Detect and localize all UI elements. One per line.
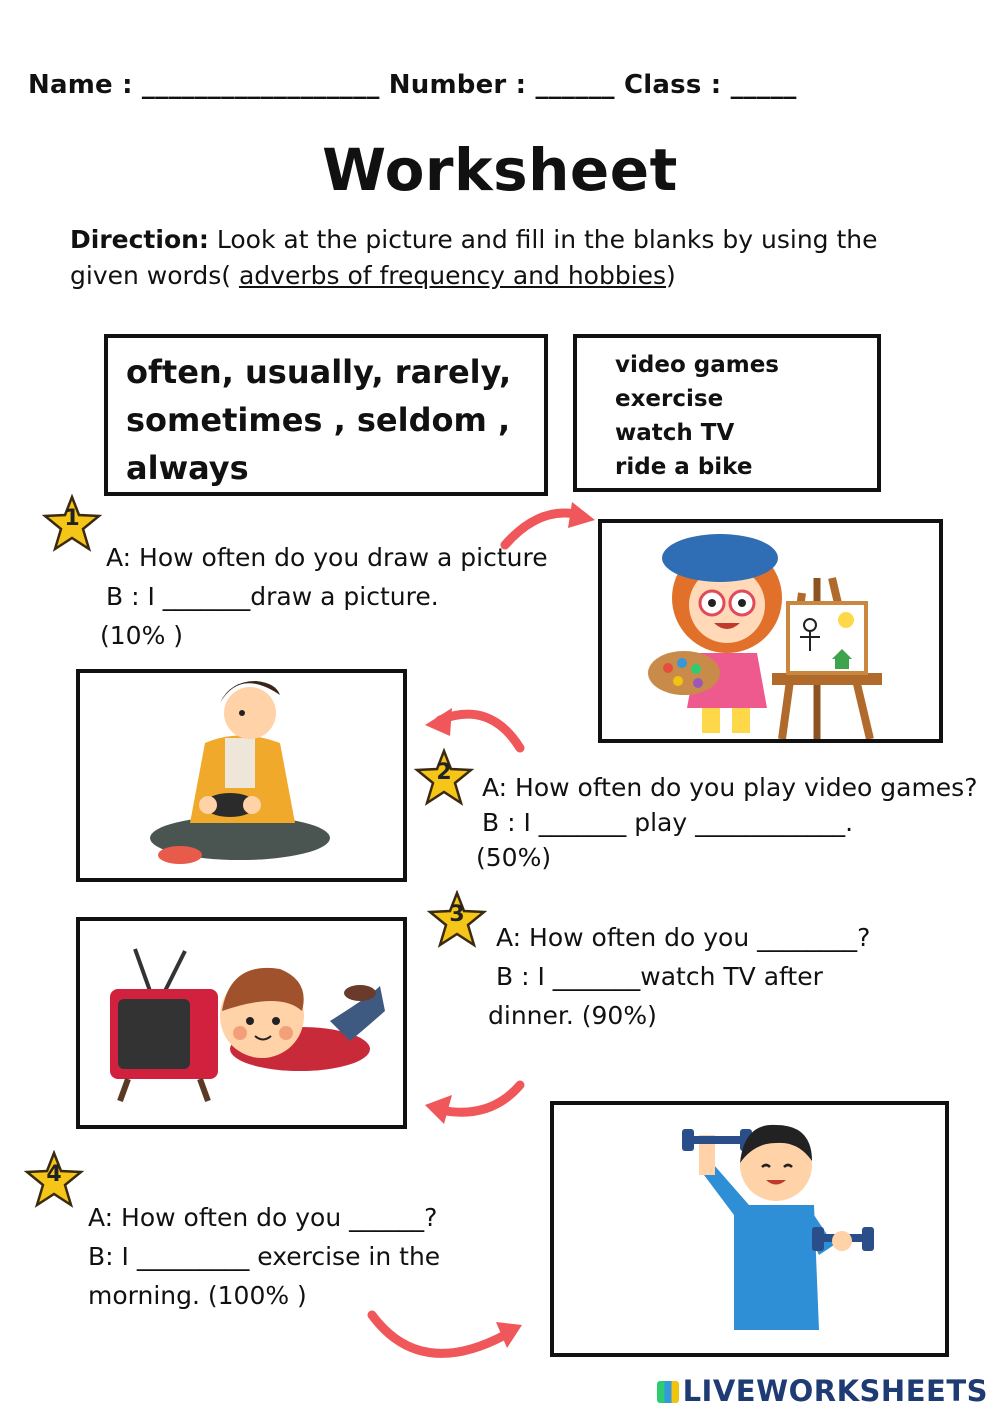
question-2-star (414, 748, 474, 808)
adverb-line-3: always (126, 449, 249, 487)
hobby-item: ride a bike (615, 454, 753, 480)
question-number: 4 (46, 1162, 62, 1187)
question-4 (88, 1198, 440, 1315)
hobby-item: video games (615, 352, 779, 378)
hobby-item: exercise (615, 386, 724, 412)
question-number: 1 (64, 506, 80, 531)
question-line: A: How often do you draw a picture (106, 543, 548, 572)
boy-exercise-illustration (554, 1105, 945, 1353)
hobby-item: watch TV (615, 420, 735, 446)
arrow-icon (440, 1085, 520, 1112)
number-field[interactable]: Number : ______ (388, 70, 615, 100)
question-line: dinner. (90%) (488, 1001, 657, 1030)
question-line[interactable]: A: How often do you ________? (496, 923, 871, 952)
girl-painting-illustration (602, 523, 939, 739)
question-4-star (24, 1150, 84, 1210)
question-line[interactable]: B : I _______ play ____________. (482, 808, 854, 837)
picture-girl-painting (598, 519, 943, 743)
question-line: (10% ) (100, 621, 184, 650)
direction-underlined: adverbs of frequency and hobbies (238, 261, 667, 290)
question-1 (100, 538, 548, 655)
logo-icon (657, 1381, 679, 1403)
class-field[interactable]: Class : _____ (624, 70, 797, 100)
picture-boy-watching-tv (76, 917, 407, 1129)
direction-end: ) (666, 261, 676, 290)
arrow-icon (440, 714, 520, 748)
question-line: (50%) (476, 843, 552, 872)
direction-body: Look at the picture and fill in the blanks by using the given words( (70, 225, 878, 290)
question-2 (476, 770, 977, 875)
picture-boy-exercising (550, 1101, 949, 1357)
picture-boy-gaming (76, 669, 407, 882)
question-3 (488, 918, 870, 1035)
question-line[interactable]: B : I _______watch TV after (496, 962, 823, 991)
question-line[interactable]: A: How often do you ______? (88, 1203, 438, 1232)
question-number: 2 (436, 760, 452, 785)
arrow-icon (372, 1315, 505, 1353)
direction-label: Direction: (70, 225, 209, 254)
adverb-line-2: sometimes , seldom , (126, 401, 511, 439)
question-line[interactable]: B : I _______draw a picture. (106, 582, 439, 611)
name-field[interactable]: Name : __________________ (28, 70, 380, 100)
boy-gaming-illustration (80, 673, 403, 878)
adverb-line-1: often, usually, rarely, (126, 353, 512, 391)
question-number: 3 (449, 902, 465, 927)
question-line: morning. (100% ) (88, 1281, 307, 1310)
page-title: Worksheet (322, 136, 678, 204)
question-3-star (427, 890, 487, 950)
liveworksheets-logo[interactable] (657, 1374, 988, 1408)
boy-tv-illustration (80, 921, 403, 1125)
logo-text: LIVEWORKSHEETS (682, 1374, 988, 1408)
question-line[interactable]: B: I _________ exercise in the (88, 1242, 441, 1271)
question-1-star (42, 494, 102, 554)
question-line: A: How often do you play video games? (482, 773, 978, 802)
